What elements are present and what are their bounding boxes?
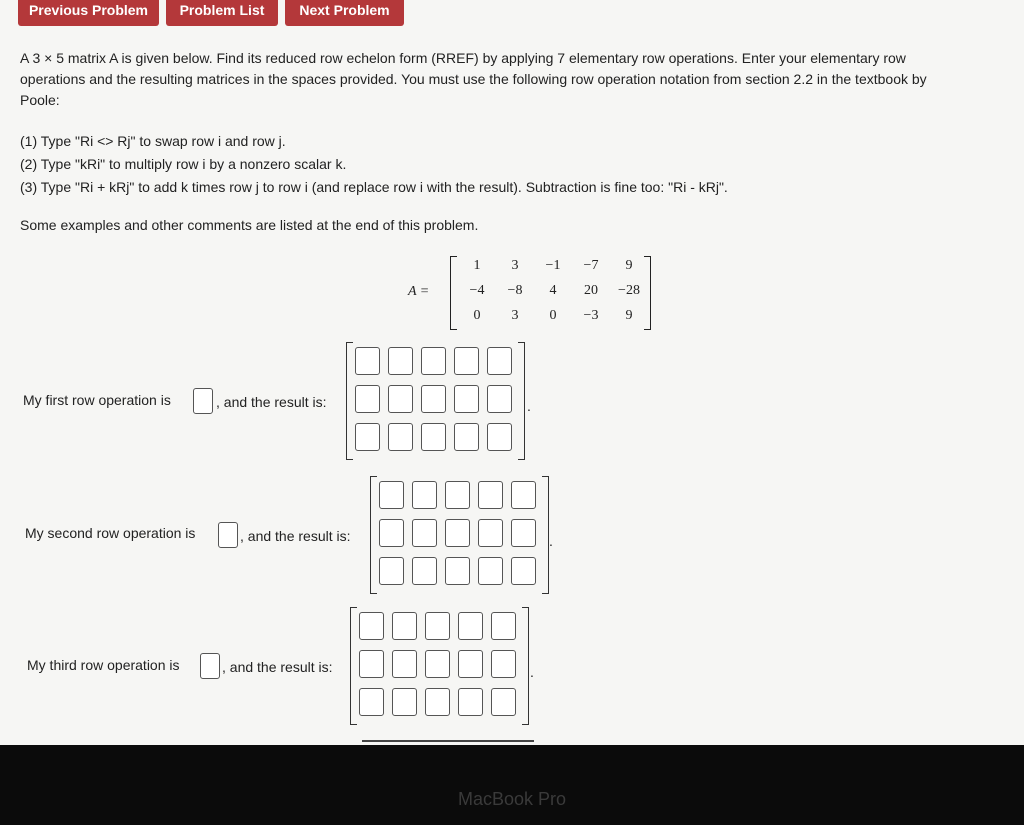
- matrix-entry-input[interactable]: [421, 347, 446, 375]
- matrix-a-entry: 20: [584, 283, 598, 298]
- matrix-entry-input[interactable]: [379, 557, 404, 585]
- matrix-a-entry: 9: [625, 258, 633, 273]
- left-bracket: [350, 607, 357, 725]
- matrix-entry-input[interactable]: [392, 650, 417, 678]
- laptop-bezel: [0, 745, 1024, 825]
- matrix-a-entry: −4: [469, 283, 485, 298]
- right-bracket: [644, 256, 651, 330]
- left-bracket: [370, 476, 377, 594]
- matrix-entry-input[interactable]: [425, 688, 450, 716]
- examples-comment: Some examples and other comments are listed at the end of this problem.: [20, 217, 479, 233]
- matrix-entry-input[interactable]: [421, 423, 446, 451]
- matrix-entry-input[interactable]: [392, 688, 417, 716]
- matrix-a-entry: 0: [473, 308, 481, 323]
- matrix-entry-input[interactable]: [379, 481, 404, 509]
- matrix-entry-input[interactable]: [487, 347, 512, 375]
- matrix-entry-input[interactable]: [511, 519, 536, 547]
- matrix-entry-input[interactable]: [359, 612, 384, 640]
- intro-line: operations and the resulting matrices in the spaces provided. You must use the following row operation notation from section 2.2 in the textbook by: [20, 71, 927, 87]
- matrix-entry-input[interactable]: [454, 385, 479, 413]
- period: .: [527, 398, 531, 414]
- rule-scale: (2) Type "kRi" to multiply row i by a nonzero scalar k.: [20, 156, 347, 172]
- matrix-a-entry: −7: [583, 258, 599, 273]
- matrix-entry-input[interactable]: [421, 385, 446, 413]
- intro-line: Poole:: [20, 92, 60, 108]
- matrix-entry-input[interactable]: [491, 688, 516, 716]
- problem-statement: [20, 48, 1024, 111]
- matrix-entry-input[interactable]: [355, 385, 380, 413]
- matrix-entry-input[interactable]: [445, 557, 470, 585]
- matrix-entry-input[interactable]: [487, 423, 512, 451]
- matrix-entry-input[interactable]: [445, 519, 470, 547]
- result-prompt: , and the result is:: [222, 659, 333, 675]
- matrix-entry-input[interactable]: [359, 688, 384, 716]
- rule-swap: (1) Type "Ri <> Rj" to swap row i and row j.: [20, 133, 286, 149]
- matrix-a-entry: −8: [507, 283, 523, 298]
- operation-prompt: My first row operation is: [23, 392, 171, 408]
- matrix-entry-input[interactable]: [392, 612, 417, 640]
- operation-input[interactable]: [200, 653, 220, 679]
- matrix-entry-input[interactable]: [478, 519, 503, 547]
- matrix-entry-input[interactable]: [388, 347, 413, 375]
- operation-input[interactable]: [218, 522, 238, 548]
- problem-list-button[interactable]: Problem List: [166, 0, 278, 26]
- matrix-entry-input[interactable]: [487, 385, 512, 413]
- matrix-a-entry: 4: [549, 283, 557, 298]
- right-bracket: [518, 342, 525, 460]
- matrix-entry-input[interactable]: [355, 423, 380, 451]
- matrix-entry-input[interactable]: [478, 557, 503, 585]
- matrix-a-entry: −3: [583, 308, 599, 323]
- matrix-a-entry: 3: [511, 258, 519, 273]
- matrix-a-entry: 0: [549, 308, 557, 323]
- right-bracket: [522, 607, 529, 725]
- matrix-entry-input[interactable]: [412, 557, 437, 585]
- matrix-entry-input[interactable]: [425, 650, 450, 678]
- result-prompt: , and the result is:: [216, 394, 327, 410]
- matrix-entry-input[interactable]: [412, 481, 437, 509]
- matrix-entry-input[interactable]: [454, 347, 479, 375]
- matrix-entry-input[interactable]: [478, 481, 503, 509]
- notation-rules: [20, 130, 728, 199]
- matrix-entry-input[interactable]: [458, 688, 483, 716]
- matrix-entry-input[interactable]: [445, 481, 470, 509]
- matrix-entry-input[interactable]: [458, 612, 483, 640]
- rule-add: (3) Type "Ri + kRj" to add k times row j to row i (and replace row i with the result). Subtraction is fine too: "Ri - kRj".: [20, 179, 728, 195]
- matrix-entry-input[interactable]: [355, 347, 380, 375]
- matrix-a-entry: 3: [511, 308, 519, 323]
- matrix-entry-input[interactable]: [458, 650, 483, 678]
- matrix-entry-input[interactable]: [425, 612, 450, 640]
- left-bracket: [450, 256, 457, 330]
- right-bracket: [542, 476, 549, 594]
- operation-prompt: My second row operation is: [25, 525, 196, 541]
- left-bracket: [346, 342, 353, 460]
- matrix-entry-input[interactable]: [511, 557, 536, 585]
- matrix-entry-input[interactable]: [388, 423, 413, 451]
- matrix-entry-input[interactable]: [491, 612, 516, 640]
- matrix-a-label: A =: [408, 284, 430, 299]
- matrix-a-entry: 1: [473, 258, 481, 273]
- matrix-entry-input[interactable]: [511, 481, 536, 509]
- next-problem-button[interactable]: Next Problem: [285, 0, 404, 26]
- matrix-entry-input[interactable]: [359, 650, 384, 678]
- result-prompt: , and the result is:: [240, 528, 351, 544]
- matrix-a-entry: −1: [545, 258, 561, 273]
- matrix-entry-input[interactable]: [491, 650, 516, 678]
- operation-input[interactable]: [193, 388, 213, 414]
- matrix-entry-input[interactable]: [379, 519, 404, 547]
- matrix-a-entry: −28: [618, 283, 640, 298]
- matrix-entry-input[interactable]: [388, 385, 413, 413]
- problem-navigation: [0, 0, 1024, 30]
- laptop-brand-label: MacBook Pro: [457, 789, 567, 809]
- matrix-a-entry: 9: [625, 308, 633, 323]
- matrix-entry-input[interactable]: [412, 519, 437, 547]
- previous-problem-button[interactable]: Previous Problem: [18, 0, 159, 26]
- operation-prompt: My third row operation is: [27, 657, 180, 673]
- intro-line: A 3 × 5 matrix A is given below. Find its reduced row echelon form (RREF) by applying 7 elementary row operations. Enter your elementary row: [20, 50, 906, 66]
- period: .: [530, 664, 534, 680]
- matrix-entry-input[interactable]: [454, 423, 479, 451]
- period: .: [549, 533, 553, 549]
